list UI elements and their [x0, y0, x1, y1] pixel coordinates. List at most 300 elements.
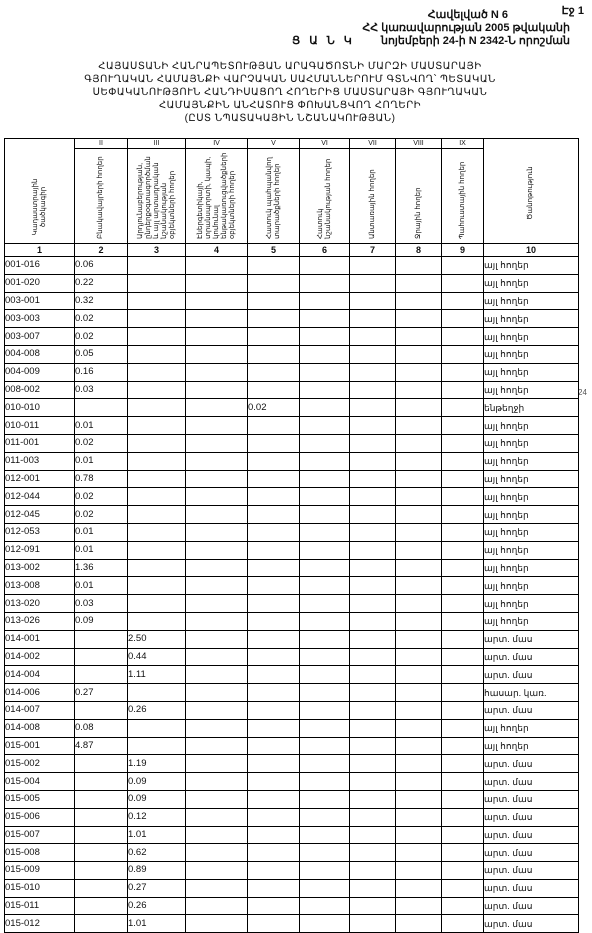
column-number: 2 [75, 244, 128, 257]
value-cell-5 [248, 879, 300, 897]
value-cell-7 [350, 328, 396, 346]
value-cell-8 [396, 844, 442, 862]
table-row [5, 612, 579, 630]
value-cell-4 [186, 648, 248, 666]
code-cell: 003-003 [5, 310, 75, 328]
note-cell: այլ հողեր [484, 612, 579, 630]
value-cell-9 [442, 701, 484, 719]
value-cell-8 [396, 328, 442, 346]
column-number: 8 [396, 244, 442, 257]
value-cell-6 [300, 559, 350, 577]
value-cell-2: 0.16 [75, 363, 128, 381]
column-number: 10 [484, 244, 579, 257]
value-cell-7 [350, 381, 396, 399]
value-cell-5 [248, 684, 300, 702]
value-cell-5 [248, 434, 300, 452]
value-cell-2: 0.27 [75, 684, 128, 702]
value-cell-9 [442, 630, 484, 648]
value-cell-7 [350, 506, 396, 524]
value-cell-2: 0.09 [75, 612, 128, 630]
value-cell-7 [350, 488, 396, 506]
note-cell: ենթեղջի [484, 399, 579, 417]
table-row [5, 755, 579, 773]
code-cell: 004-009 [5, 363, 75, 381]
table-row [5, 719, 579, 737]
value-cell-4 [186, 381, 248, 399]
value-cell-5 [248, 417, 300, 435]
value-cell-4 [186, 523, 248, 541]
value-cell-8 [396, 879, 442, 897]
value-cell-3 [128, 345, 186, 363]
value-cell-8 [396, 345, 442, 363]
value-cell-8 [396, 897, 442, 915]
value-cell-5 [248, 701, 300, 719]
value-cell-3 [128, 506, 186, 524]
code-cell: 004-008 [5, 345, 75, 363]
note-cell: այլ հողեր [484, 488, 579, 506]
code-cell: 015-009 [5, 862, 75, 880]
header-col-8 [396, 149, 442, 244]
code-cell: 003-007 [5, 328, 75, 346]
note-cell: արտ. մաս [484, 666, 579, 684]
document-title [70, 60, 510, 125]
roman-numeral: VIII [396, 139, 442, 149]
value-cell-2 [75, 897, 128, 915]
value-cell-9 [442, 648, 484, 666]
value-cell-6 [300, 897, 350, 915]
value-cell-4 [186, 879, 248, 897]
title-line: ՀԱՅԱՍՏԱՆԻ ՀԱՆՐԱՊԵՏՈՒԹՅԱՆ ԱՐԱԳԱԾՈՏՆԻ ՄԱՐԶԻ ՄԱՍՏԱՐԱՅԻ [98, 61, 482, 72]
table-body [5, 257, 579, 933]
value-cell-5 [248, 666, 300, 684]
value-cell-2 [75, 862, 128, 880]
value-cell-9 [442, 257, 484, 275]
value-cell-6 [300, 328, 350, 346]
header-col-3 [128, 149, 186, 244]
value-cell-6 [300, 506, 350, 524]
value-cell-6 [300, 826, 350, 844]
code-cell: 013-008 [5, 577, 75, 595]
header-text: Հատուկ պահպանվող տարածքների հողեր [265, 157, 281, 239]
value-cell-4 [186, 363, 248, 381]
table-row [5, 345, 579, 363]
table-row [5, 648, 579, 666]
value-cell-8 [396, 488, 442, 506]
value-cell-9 [442, 612, 484, 630]
value-cell-5 [248, 257, 300, 275]
code-cell: 014-007 [5, 701, 75, 719]
value-cell-9 [442, 719, 484, 737]
note-cell: արտ. մաս [484, 790, 579, 808]
code-cell: 015-002 [5, 755, 75, 773]
code-cell: 008-002 [5, 381, 75, 399]
header-col-7 [350, 149, 396, 244]
note-cell: այլ հողեր [484, 363, 579, 381]
roman-numeral: II [75, 139, 128, 149]
value-cell-8 [396, 363, 442, 381]
value-cell-3: 1.11 [128, 666, 186, 684]
note-cell: արտ. մաս [484, 915, 579, 933]
value-cell-9 [442, 345, 484, 363]
value-cell-5 [248, 844, 300, 862]
table-row [5, 915, 579, 933]
value-cell-5 [248, 826, 300, 844]
value-cell-7 [350, 274, 396, 292]
value-cell-7 [350, 684, 396, 702]
value-cell-4 [186, 577, 248, 595]
value-cell-9 [442, 363, 484, 381]
table-row [5, 506, 579, 524]
value-cell-9 [442, 808, 484, 826]
code-cell: 015-006 [5, 808, 75, 826]
value-cell-4 [186, 755, 248, 773]
value-cell-4 [186, 328, 248, 346]
code-cell: 011-003 [5, 452, 75, 470]
table-row [5, 701, 579, 719]
roman-numeral: V [248, 139, 300, 149]
value-cell-3: 0.27 [128, 879, 186, 897]
value-cell-4 [186, 257, 248, 275]
value-cell-8 [396, 434, 442, 452]
note-cell: արտ. մաս [484, 630, 579, 648]
header-text: Էներգետիկայի, տրանսպորտի, կապի, կոմունալ ենթակառուցվածքների օբյեկտների հողեր [196, 152, 236, 239]
header-text: Բնակավայրերի հողեր [97, 156, 104, 239]
note-cell: այլ հողեր [484, 434, 579, 452]
annex-header [340, 9, 570, 48]
value-cell-4 [186, 719, 248, 737]
column-number: 5 [248, 244, 300, 257]
value-cell-2 [75, 790, 128, 808]
header-col-5 [248, 149, 300, 244]
value-cell-6 [300, 862, 350, 880]
value-cell-6 [300, 915, 350, 933]
value-cell-2 [75, 879, 128, 897]
value-cell-5 [248, 897, 300, 915]
value-cell-9 [442, 506, 484, 524]
value-cell-6 [300, 630, 350, 648]
annex-line-3: նոյեմբերի 24-ի N 2342-Ն որոշման [380, 35, 570, 47]
column-number: 9 [442, 244, 484, 257]
value-cell-4 [186, 292, 248, 310]
value-cell-8 [396, 274, 442, 292]
annex-line-1: Հավելված N 6 [427, 9, 508, 21]
value-cell-2 [75, 773, 128, 791]
table-row [5, 879, 579, 897]
value-cell-7 [350, 897, 396, 915]
value-cell-4 [186, 310, 248, 328]
value-cell-3 [128, 310, 186, 328]
value-cell-3 [128, 328, 186, 346]
header-col-10 [484, 139, 579, 244]
value-cell-4 [186, 862, 248, 880]
value-cell-8 [396, 399, 442, 417]
table-row [5, 666, 579, 684]
table-row [5, 434, 579, 452]
value-cell-5 [248, 862, 300, 880]
code-cell: 010-011 [5, 417, 75, 435]
value-cell-5 [248, 310, 300, 328]
roman-numeral: III [128, 139, 186, 149]
value-cell-2: 1.36 [75, 559, 128, 577]
value-cell-8 [396, 719, 442, 737]
note-cell: արտ. մաս [484, 844, 579, 862]
value-cell-3 [128, 470, 186, 488]
note-cell: այլ հողեր [484, 577, 579, 595]
value-cell-5 [248, 363, 300, 381]
value-cell-3: 0.09 [128, 773, 186, 791]
title-line: ՀԱՄԱՅՆՔԻՆ ԱՆՀԱՏՈՒՑ ՓՈԽԱՆՑՎՈՂ ՀՈՂԵՐԻ [158, 100, 422, 111]
value-cell-8 [396, 541, 442, 559]
value-cell-2: 0.32 [75, 292, 128, 310]
value-cell-2: 0.05 [75, 345, 128, 363]
value-cell-6 [300, 577, 350, 595]
value-cell-6 [300, 523, 350, 541]
value-cell-4 [186, 345, 248, 363]
value-cell-3: 0.89 [128, 862, 186, 880]
table-row [5, 577, 579, 595]
value-cell-6 [300, 399, 350, 417]
code-cell: 012-091 [5, 541, 75, 559]
note-cell: այլ հողեր [484, 523, 579, 541]
value-cell-7 [350, 862, 396, 880]
value-cell-4 [186, 274, 248, 292]
value-cell-6 [300, 541, 350, 559]
value-cell-4 [186, 595, 248, 613]
code-cell: 013-002 [5, 559, 75, 577]
title-line: ՍԵՓԱԿԱՆՈՒԹՅՈՒՆ ՀԱՆԴԻՍԱՑՈՂ ՀՈՂԵՐԻՑ ՄԱՍՏԱՐԱՅԻ ԳՅՈՒՂԱԿԱՆ [92, 87, 488, 98]
header-col-4 [186, 149, 248, 244]
code-cell: 015-010 [5, 879, 75, 897]
header-text: Հատուկ նշանակության հողեր [316, 158, 332, 239]
value-cell-7 [350, 470, 396, 488]
value-cell-7 [350, 452, 396, 470]
value-cell-3: 0.26 [128, 701, 186, 719]
note-cell: այլ հողեր [484, 595, 579, 613]
value-cell-7 [350, 541, 396, 559]
note-cell: այլ հողեր [484, 541, 579, 559]
value-cell-7 [350, 559, 396, 577]
value-cell-7 [350, 790, 396, 808]
column-number: 1 [5, 244, 75, 257]
note-cell: արտ. մաս [484, 808, 579, 826]
value-cell-9 [442, 915, 484, 933]
code-cell: 014-002 [5, 648, 75, 666]
value-cell-5 [248, 274, 300, 292]
code-cell: 015-008 [5, 844, 75, 862]
table-row [5, 310, 579, 328]
value-cell-8 [396, 773, 442, 791]
header-text: Անտառային հողեր [368, 169, 376, 239]
value-cell-7 [350, 363, 396, 381]
value-cell-3 [128, 541, 186, 559]
value-cell-4 [186, 826, 248, 844]
value-cell-9 [442, 737, 484, 755]
value-cell-3: 2.50 [128, 630, 186, 648]
value-cell-8 [396, 826, 442, 844]
value-cell-9 [442, 434, 484, 452]
value-cell-2: 0.78 [75, 470, 128, 488]
value-cell-5 [248, 755, 300, 773]
title-line: (ԸՍՏ ՆՊԱՏԱԿԱՅԻՆ ՆՇԱՆԱԿՈՒԹՅԱՆ) [184, 113, 396, 124]
code-cell: 003-001 [5, 292, 75, 310]
value-cell-9 [442, 577, 484, 595]
value-cell-9 [442, 755, 484, 773]
value-cell-7 [350, 755, 396, 773]
code-cell: 014-004 [5, 666, 75, 684]
value-cell-3 [128, 595, 186, 613]
value-cell-3 [128, 292, 186, 310]
column-number-row [5, 244, 579, 257]
value-cell-3 [128, 559, 186, 577]
value-cell-8 [396, 612, 442, 630]
value-cell-6 [300, 844, 350, 862]
roman-numeral: VI [300, 139, 350, 149]
column-number: 7 [350, 244, 396, 257]
value-cell-2: 0.03 [75, 381, 128, 399]
note-cell: արտ. մաս [484, 701, 579, 719]
title-line: ԳՅՈՒՂԱԿԱՆ ՀԱՄԱՅՆՔԻ ՎԱՐՉԱԿԱՆ ՍԱՀՄԱՆՆԵՐՈՒՄ ԳՏՆՎՈՂ՝ ՊԵՏԱԿԱՆ [84, 74, 496, 85]
table-row [5, 684, 579, 702]
note-cell: արտ. մաս [484, 648, 579, 666]
value-cell-2: 0.01 [75, 523, 128, 541]
note-cell: արտ. մաս [484, 826, 579, 844]
value-cell-3 [128, 719, 186, 737]
value-cell-2 [75, 666, 128, 684]
roman-numeral: IV [186, 139, 248, 149]
column-number: 6 [300, 244, 350, 257]
value-cell-8 [396, 755, 442, 773]
value-cell-3 [128, 577, 186, 595]
value-cell-3 [128, 488, 186, 506]
value-cell-8 [396, 684, 442, 702]
value-cell-6 [300, 274, 350, 292]
land-table [4, 138, 579, 933]
header-text: Արդյունաբերության, ընդերքօգտագործման և այլ արտադրական նշանակության օբյեկտների հողեր [136, 156, 176, 239]
annex-line-2: ՀՀ կառավարության 2005 թվականի [362, 22, 570, 34]
value-cell-7 [350, 399, 396, 417]
value-cell-2: 0.01 [75, 417, 128, 435]
value-cell-2: 0.01 [75, 452, 128, 470]
value-cell-6 [300, 257, 350, 275]
value-cell-9 [442, 399, 484, 417]
table-row [5, 541, 579, 559]
value-cell-4 [186, 790, 248, 808]
value-cell-8 [396, 417, 442, 435]
value-cell-2: 0.06 [75, 257, 128, 275]
value-cell-5 [248, 541, 300, 559]
value-cell-9 [442, 328, 484, 346]
value-cell-5 [248, 790, 300, 808]
value-cell-8 [396, 470, 442, 488]
value-cell-8 [396, 381, 442, 399]
value-cell-4 [186, 630, 248, 648]
value-cell-3 [128, 363, 186, 381]
value-cell-3: 0.12 [128, 808, 186, 826]
table-row [5, 790, 579, 808]
header-col-9 [442, 149, 484, 244]
value-cell-9 [442, 666, 484, 684]
value-cell-3: 0.09 [128, 790, 186, 808]
value-cell-4 [186, 737, 248, 755]
value-cell-5 [248, 577, 300, 595]
value-cell-8 [396, 648, 442, 666]
code-cell: 012-044 [5, 488, 75, 506]
value-cell-6 [300, 310, 350, 328]
value-cell-8 [396, 790, 442, 808]
code-cell: 015-012 [5, 915, 75, 933]
value-cell-7 [350, 523, 396, 541]
value-cell-7 [350, 666, 396, 684]
note-cell: այլ հողեր [484, 559, 579, 577]
value-cell-4 [186, 808, 248, 826]
value-cell-9 [442, 541, 484, 559]
note-cell: արտ. մաս [484, 773, 579, 791]
value-cell-7 [350, 844, 396, 862]
value-cell-5 [248, 648, 300, 666]
value-cell-5 [248, 292, 300, 310]
table-row [5, 862, 579, 880]
table-row [5, 630, 579, 648]
value-cell-4 [186, 506, 248, 524]
value-cell-9 [442, 897, 484, 915]
value-cell-8 [396, 559, 442, 577]
code-cell: 015-005 [5, 790, 75, 808]
value-cell-8 [396, 595, 442, 613]
value-cell-6 [300, 701, 350, 719]
note-cell: արտ. մաս [484, 897, 579, 915]
value-cell-8 [396, 666, 442, 684]
code-cell: 001-016 [5, 257, 75, 275]
value-cell-5 [248, 381, 300, 399]
value-cell-5: 0.02 [248, 399, 300, 417]
value-cell-8 [396, 506, 442, 524]
value-cell-3: 0.44 [128, 648, 186, 666]
value-cell-3 [128, 737, 186, 755]
value-cell-6 [300, 737, 350, 755]
code-cell: 012-045 [5, 506, 75, 524]
header-text: Պահուստային հողեր [458, 161, 466, 239]
value-cell-2 [75, 826, 128, 844]
value-cell-2: 0.02 [75, 310, 128, 328]
table-row [5, 826, 579, 844]
roman-row [5, 139, 579, 149]
value-cell-4 [186, 488, 248, 506]
table-row [5, 363, 579, 381]
value-cell-4 [186, 684, 248, 702]
value-cell-9 [442, 292, 484, 310]
value-cell-9 [442, 310, 484, 328]
value-cell-5 [248, 488, 300, 506]
table-row [5, 452, 579, 470]
value-cell-6 [300, 381, 350, 399]
value-cell-9 [442, 488, 484, 506]
value-cell-8 [396, 630, 442, 648]
value-cell-2: 0.01 [75, 541, 128, 559]
code-cell: 015-011 [5, 897, 75, 915]
value-cell-8 [396, 701, 442, 719]
code-cell: 001-020 [5, 274, 75, 292]
header-col-1 [5, 139, 75, 244]
value-cell-6 [300, 470, 350, 488]
value-cell-2: 0.03 [75, 595, 128, 613]
value-cell-8 [396, 257, 442, 275]
code-cell: 014-001 [5, 630, 75, 648]
value-cell-5 [248, 452, 300, 470]
value-cell-7 [350, 808, 396, 826]
value-cell-7 [350, 595, 396, 613]
value-cell-3 [128, 434, 186, 452]
value-cell-9 [442, 274, 484, 292]
